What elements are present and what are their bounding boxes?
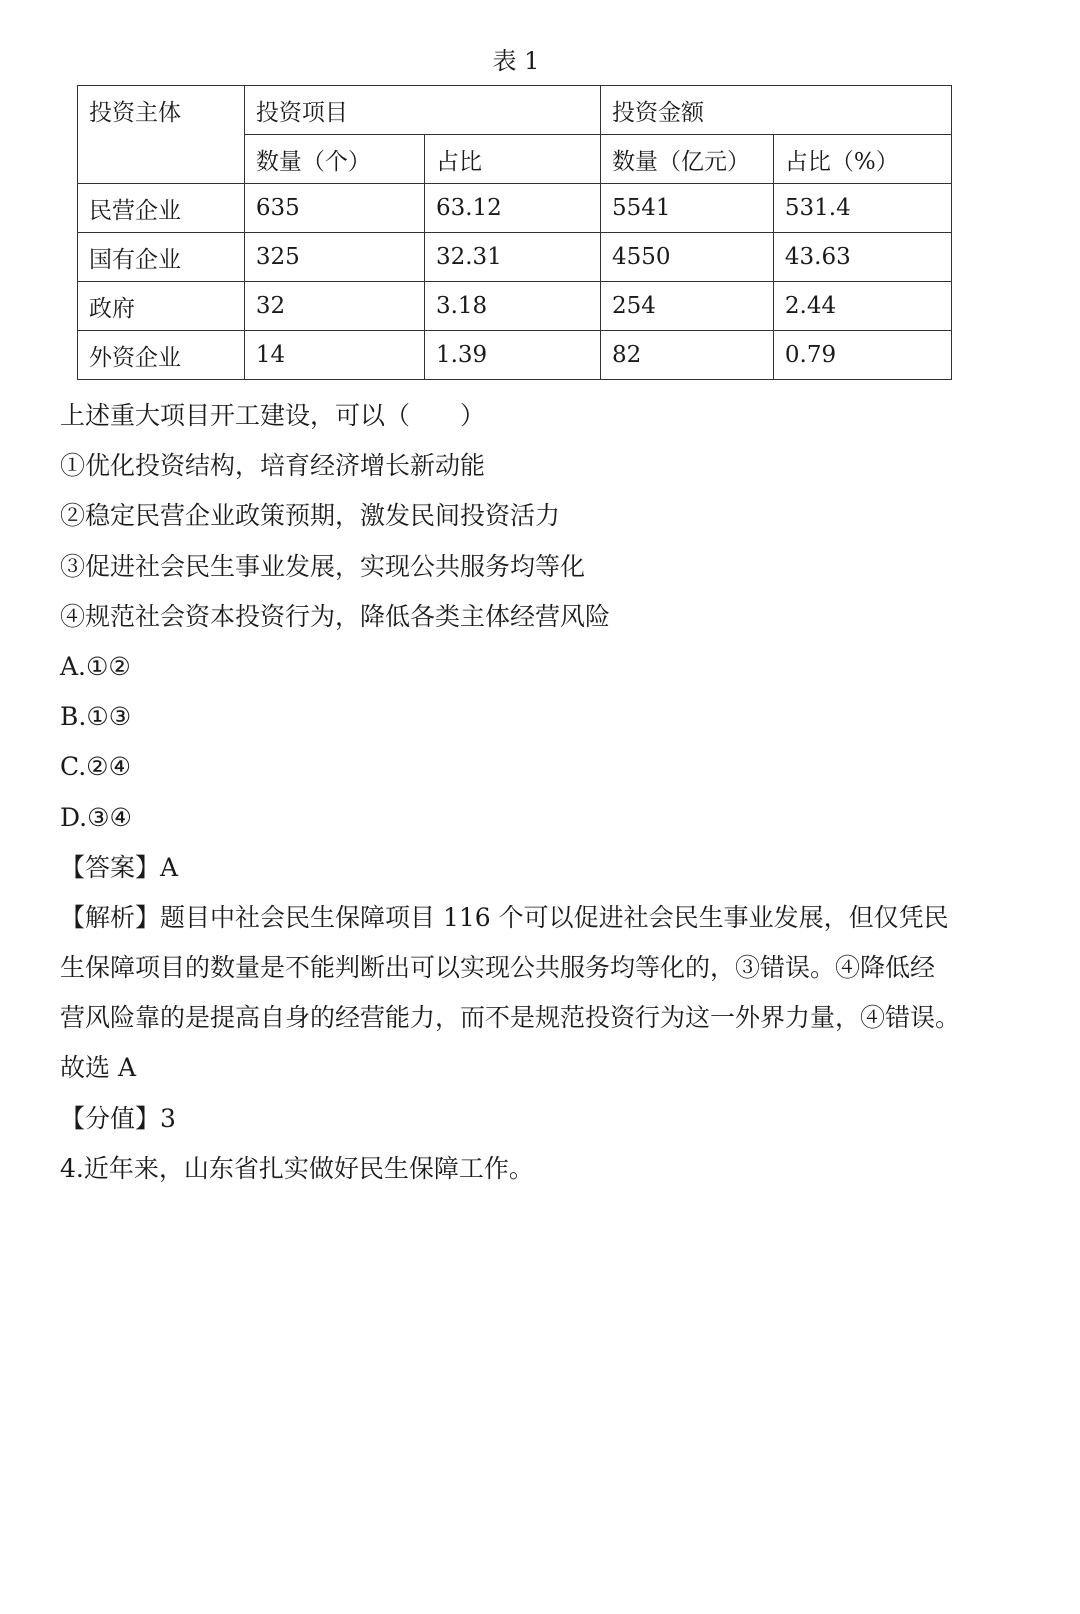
score-line: 【分值】3 — [60, 1103, 176, 1133]
header-amount-group: 投资金额 — [600, 86, 951, 135]
option-d: D.③④ — [60, 802, 132, 832]
table-header-row — [78, 86, 952, 135]
cell-amount: 82 — [600, 331, 773, 380]
cell-subject: 民营企业 — [78, 184, 245, 233]
cell-count: 325 — [244, 233, 424, 282]
analysis-line: 故选 A — [60, 1053, 137, 1083]
statement-3: ③促进社会民生事业发展，实现公共服务均等化 — [60, 551, 586, 581]
question-stem: 上述重大项目开工建设，可以（ ） — [60, 401, 486, 430]
cell-amount-share: 531.4 — [773, 184, 951, 233]
header-subject: 投资主体 — [78, 86, 245, 184]
option-a: A.①② — [60, 651, 131, 681]
cell-subject: 政府 — [78, 282, 245, 331]
cell-amount: 5541 — [600, 184, 773, 233]
analysis-line: 【解析】题目中社会民生保障项目 116 个可以促进社会民生事业发展，但仅凭民 — [60, 902, 949, 932]
header-project-count: 数量（个） — [244, 135, 424, 184]
header-amount-value: 数量（亿元） — [600, 135, 773, 184]
cell-subject: 外资企业 — [78, 331, 245, 380]
statement-4: ④规范社会资本投资行为，降低各类主体经营风险 — [60, 601, 611, 631]
cell-count-share: 1.39 — [424, 331, 600, 380]
analysis-line: 营风险靠的是提高自身的经营能力，而不是规范投资行为这一外界力量，④错误。 — [60, 1003, 961, 1033]
header-amount-share: 占比（%） — [773, 135, 951, 184]
cell-count-share: 63.12 — [424, 184, 600, 233]
next-question: 4.近年来，山东省扎实做好民生保障工作。 — [60, 1153, 534, 1183]
cell-amount-share: 43.63 — [773, 233, 951, 282]
statement-2: ②稳定民营企业政策预期，激发民间投资活力 — [60, 501, 561, 531]
analysis-line: 生保障项目的数量是不能判断出可以实现公共服务均等化的，③错误。④降低经 — [60, 953, 936, 983]
table-row — [78, 331, 952, 380]
table-row — [78, 282, 952, 331]
statement-1: ①优化投资结构，培育经济增长新动能 — [60, 451, 486, 481]
cell-count-share: 32.31 — [424, 233, 600, 282]
cell-amount-share: 2.44 — [773, 282, 951, 331]
table-row — [78, 233, 952, 282]
header-projects-group: 投资项目 — [244, 86, 600, 135]
option-b: B.①③ — [60, 702, 132, 732]
cell-amount: 254 — [600, 282, 773, 331]
cell-count: 635 — [244, 184, 424, 233]
cell-amount: 4550 — [600, 233, 773, 282]
cell-subject: 国有企业 — [78, 233, 245, 282]
answer-line: 【答案】A — [60, 852, 179, 882]
cell-count: 32 — [244, 282, 424, 331]
investment-table — [77, 85, 952, 380]
cell-amount-share: 0.79 — [773, 331, 951, 380]
cell-count-share: 3.18 — [424, 282, 600, 331]
table-caption: 表 1 — [492, 47, 540, 75]
header-project-share: 占比 — [424, 135, 600, 184]
table-row — [78, 184, 952, 233]
cell-count: 14 — [244, 331, 424, 380]
question-body — [60, 391, 1050, 1194]
option-c: C.②④ — [60, 752, 132, 782]
